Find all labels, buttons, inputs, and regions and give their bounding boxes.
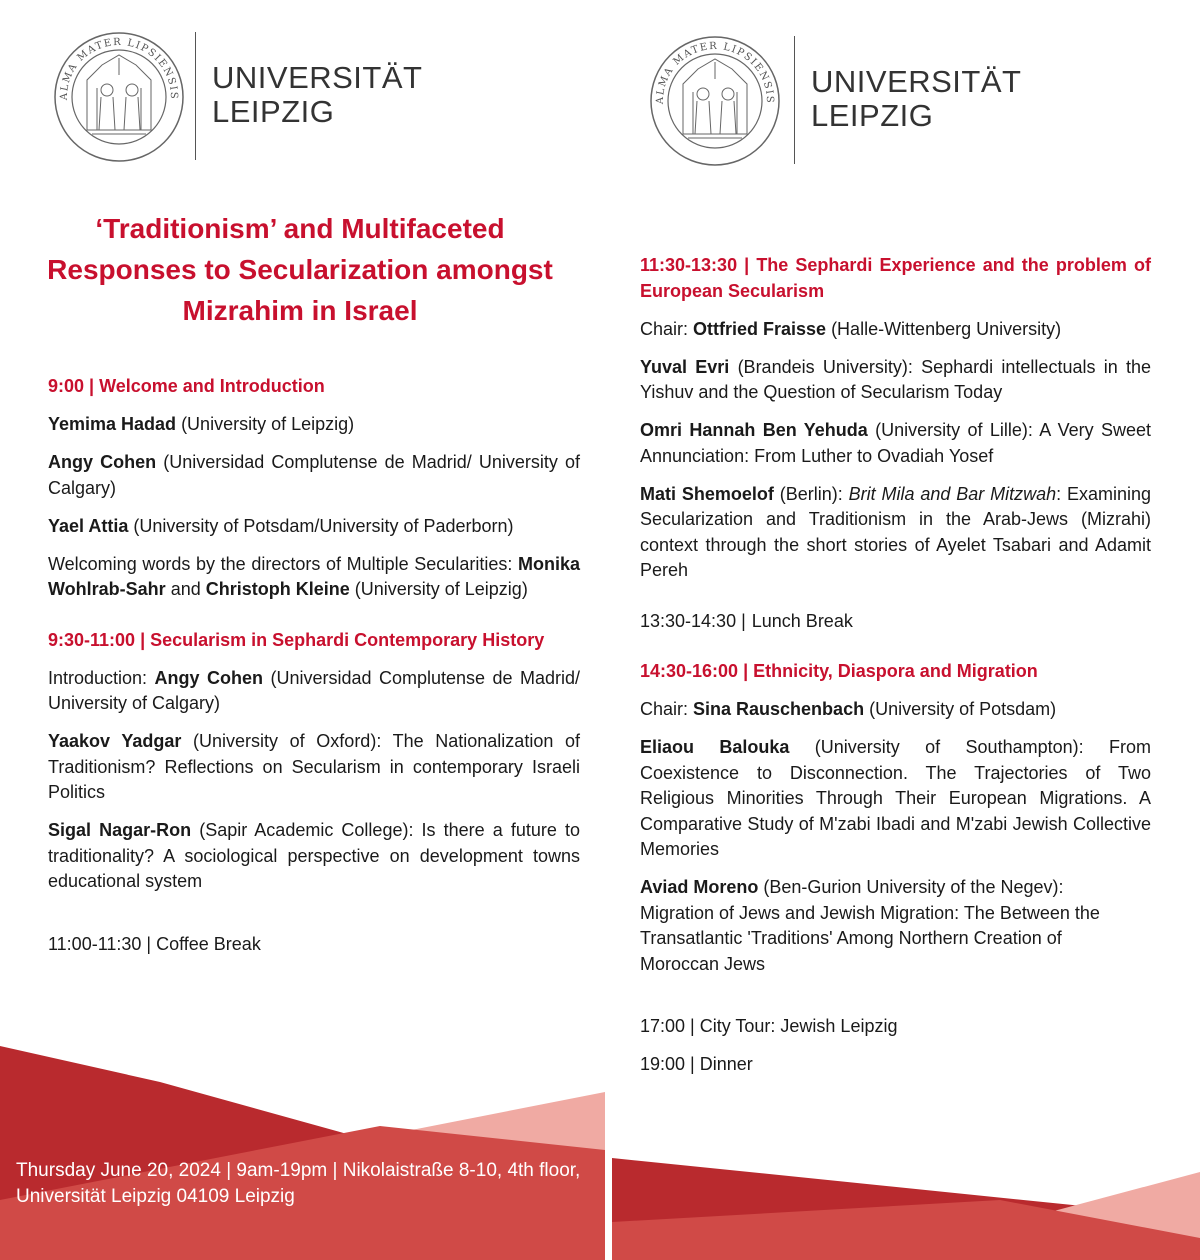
talk-title-italic: Brit Mila and Bar Mitzwah	[848, 483, 1057, 504]
svg-text:ALMA MATER LIPSIENSIS: ALMA MATER LIPSIENSIS	[58, 36, 180, 101]
dinner: 19:00 | Dinner	[640, 1054, 753, 1074]
talk-line: Transatlantic 'Traditions' Among Northern Creation of	[640, 928, 1062, 948]
speaker-entry	[640, 418, 1151, 469]
university-seal-icon	[648, 34, 782, 168]
university-seal-icon	[52, 30, 186, 164]
lunch-break	[640, 609, 1151, 635]
welcome-entry	[48, 552, 580, 603]
speaker-name: Angy Cohen	[154, 667, 263, 688]
logo-line-2: LEIPZIG	[212, 94, 335, 129]
speaker-entry	[640, 355, 1151, 406]
speaker-entry	[48, 514, 580, 540]
program-right-column	[640, 253, 1151, 1078]
speaker-name: Yaakov Yadgar	[48, 731, 182, 751]
speaker-name: Omri Hannah Ben Yehuda	[640, 420, 868, 440]
speaker-name: Eliaou Balouka	[640, 737, 790, 757]
speaker-affiliation: (Universidad Complutense de Madrid/ University of Calgary)	[48, 667, 580, 713]
speaker-name: Yael Attia	[48, 515, 129, 536]
speaker-entry	[640, 875, 1151, 977]
speaker-affiliation: (University of Potsdam/University of Paderborn)	[128, 515, 514, 536]
program-left-column	[48, 374, 580, 957]
svg-text:ALMA MATER LIPSIENSIS: ALMA MATER LIPSIENSIS	[654, 40, 776, 105]
university-logo-right	[648, 34, 1028, 174]
speaker-affiliation: (Halle-Wittenberg University)	[826, 318, 1062, 339]
speaker-name: Sigal Nagar-Ron	[48, 820, 192, 840]
speaker-entry	[640, 482, 1151, 584]
logo-wordmark	[212, 61, 422, 129]
session-heading: 9:30-11:00 | Secularism in Sephardi Contemporary History	[48, 629, 545, 650]
event-title	[30, 208, 570, 331]
logo-wordmark	[811, 65, 1021, 133]
speaker-entry	[48, 818, 580, 895]
speaker-entry	[640, 735, 1151, 863]
welcome-text: and	[165, 579, 206, 599]
speaker-entry	[48, 450, 580, 501]
coffee-break: 11:00-11:30 | Coffee Break	[48, 933, 261, 954]
session-heading: 11:30-13:30 | The Sephardi Experience and the problem of European Secularism	[640, 255, 1151, 301]
speaker-name: Yuval Evri	[640, 356, 730, 377]
speaker-name: Angy Cohen	[48, 452, 157, 472]
speaker-name: Aviad Moreno	[640, 877, 759, 897]
logo-line-2: LEIPZIG	[811, 98, 934, 133]
logo-divider	[794, 36, 795, 164]
speaker-affiliation: (Ben-Gurion University of the Negev):	[758, 877, 1064, 897]
welcome-text: Welcoming words by the directors of Multiple Secularities:	[48, 553, 518, 574]
speaker-name: Monika Wohlrab-Sahr	[48, 553, 580, 599]
chair-label: Chair:	[640, 699, 694, 719]
lunch-label: Lunch Break	[751, 610, 853, 631]
speaker-name: Mati Shemoelof	[640, 483, 774, 504]
session-heading: 14:30-16:00 | Ethnicity, Diaspora and Migration	[640, 661, 1038, 681]
talk-line: Moroccan Jews	[640, 953, 766, 974]
speaker-name: Ottfried Fraisse	[693, 318, 827, 339]
talk-details: (Sapir Academic College): Is there a future to traditionality? A sociological perspective on development towns educational system	[48, 820, 580, 891]
speaker-affiliation: (Berlin):	[773, 483, 849, 504]
talk-details: (University of Southampton): From Coexistence to Disconnection. The Trajectories of Two Religious Minorities Through Their European Migrations. A Comparative Study of M'zabi Ibadi and M'zabi Jewish Collective Memories	[640, 737, 1151, 859]
event-date-location: Thursday June 20, 2024 | 9am-19pm | Nikolaistraße 8-10, 4th floor, Universität Leipzig 04109 Leipzig	[16, 1160, 581, 1207]
logo-divider	[195, 32, 196, 160]
chair-entry	[640, 317, 1151, 343]
chair-label: Chair:	[640, 318, 694, 339]
university-logo-left	[52, 30, 432, 170]
session-heading: 9:00 | Welcome and Introduction	[48, 376, 325, 396]
chair-entry	[640, 697, 1151, 723]
title-line: Responses to Secularization amongst	[47, 254, 553, 285]
speaker-entry	[48, 729, 580, 806]
logo-line-1: UNIVERSITÄT	[811, 64, 1022, 99]
lunch-time: 13:30-14:30 |	[640, 610, 746, 631]
city-tour: 17:00 | City Tour: Jewish Leipzig	[640, 1016, 898, 1036]
talk-details: (University of Lille): A Very Sweet Annunciation: From Luther to Ovadiah Yosef	[640, 420, 1151, 466]
speaker-affiliation: (University of Potsdam)	[864, 699, 1057, 719]
speaker-entry	[48, 412, 580, 438]
logo-line-1: UNIVERSITÄT	[212, 60, 423, 95]
welcome-text: (University of Leipzig)	[349, 579, 528, 599]
title-line: ‘Traditionism’ and Multifaceted	[95, 213, 505, 244]
talk-details: (Brandeis University): Sephardi intellectuals in the Yishuv and the Question of Secularism Today	[640, 356, 1151, 402]
speaker-name: Christoph Kleine	[205, 579, 350, 599]
footer-decoration	[0, 1040, 1200, 1260]
talk-details: : Examining Secularization and Traditionism in the Arab-Jews (Mizrahi) context through the short stories of Ayelet Tsabari and Adamit Pereh	[640, 483, 1152, 580]
talk-line: Migration of Jews and Jewish Migration: The Between the	[640, 902, 1100, 923]
talk-details: (University of Oxford): The Nationalization of Traditionism? Reflections on Secularism in contemporary Israeli Politics	[48, 731, 580, 802]
title-line: Mizrahim in Israel	[182, 295, 418, 326]
intro-label: Introduction:	[48, 667, 155, 688]
speaker-affiliation: (Universidad Complutense de Madrid/ University of Calgary)	[48, 452, 581, 498]
speaker-name: Yemima Hadad	[48, 414, 177, 434]
speaker-name: Sina Rauschenbach	[693, 699, 865, 719]
speaker-affiliation: (University of Leipzig)	[176, 414, 355, 434]
introduction-entry	[48, 666, 580, 717]
